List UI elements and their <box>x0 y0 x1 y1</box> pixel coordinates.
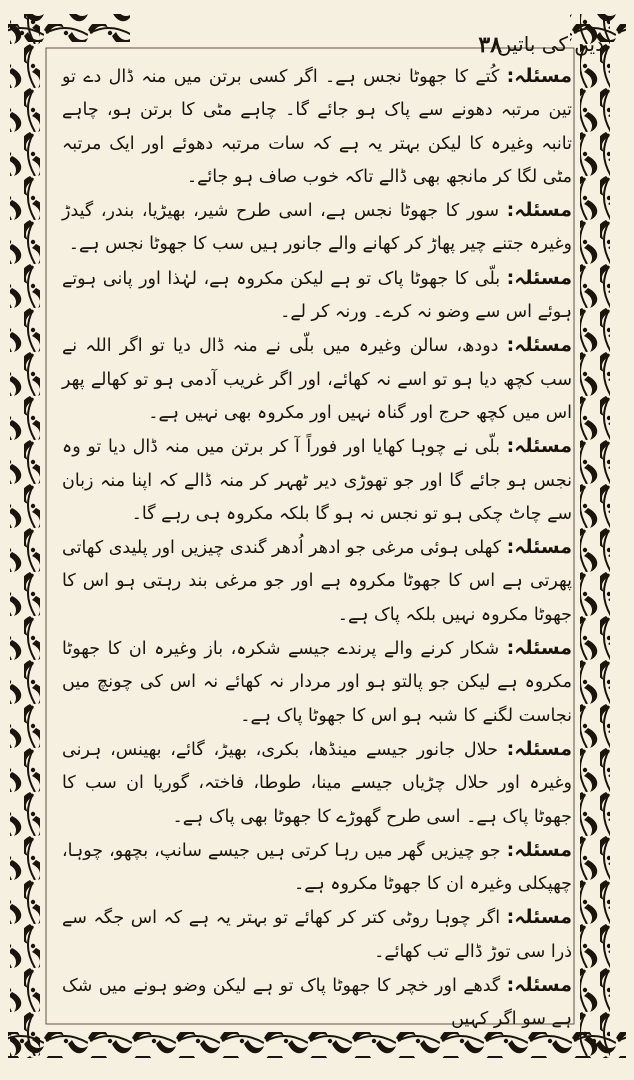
masala-paragraph <box>62 262 572 330</box>
running-title: دین کی باتیں <box>496 32 604 56</box>
masala-paragraph <box>62 632 572 733</box>
masala-label: مسئلہ: <box>506 906 572 929</box>
page-header <box>0 12 634 58</box>
masala-label: مسئلہ: <box>506 737 572 760</box>
masala-label: مسئلہ: <box>506 199 572 222</box>
masala-paragraph <box>62 901 572 969</box>
masala-label: مسئلہ: <box>506 838 572 861</box>
masala-text: جو چیزیں گھر میں رہا کرتی ہیں جیسے سانپ، بچھو، چوہا، چھپکلی وغیرہ ان کا جھوٹا مکروہ ہے۔ <box>62 840 572 895</box>
masala-text: بلّی نے چوہا کھایا اور فوراً آ کر برتن میں منہ ڈال دیا تو وہ نجس ہو جائے گا اور جو تھوڑی دیر ٹھہر کر منہ ڈالے کہ اپنا منہ زبان سے چاٹ چکی ہو تو نجس نہ ہو گا بلکہ مکروہ ہی رہے گا۔ <box>62 437 572 524</box>
masala-label: مسئلہ: <box>506 65 572 87</box>
masala-label: مسئلہ: <box>506 266 572 289</box>
masala-paragraph <box>62 194 572 262</box>
page-body <box>61 60 572 1030</box>
masala-paragraph <box>62 834 572 902</box>
masala-label: مسئلہ: <box>506 435 572 458</box>
masala-text: کھلی ہوئی مرغی جو ادھر اُدھر گندی چیزیں اور پلیدی کھاتی پھرتی ہے اس کا جھوٹا مکروہ ہے اور جو مرغی بند رہتی ہو اس کا جھوٹا مکروہ نہیں بلکہ پاک ہے۔ <box>61 538 572 625</box>
masala-label: مسئلہ: <box>506 536 572 559</box>
masala-text: حلال جانور جیسے مینڈھا، بکری، بھیڑ، گائے، بھینس، ہرنی وغیرہ اور حلال چڑیاں جیسے مینا، طوطا، فاختہ، گوریا ان سب کا جھوٹا پاک ہے۔ اسی طرح گھوڑے کا جھوٹا بھی پاک ہے۔ <box>62 739 572 827</box>
masala-paragraph <box>62 733 572 834</box>
masala-text: دودھ، سالن وغیرہ میں بلّی نے منہ ڈال دیا تو اگر اللہ نے سب کچھ دیا ہو تو اسے نہ کھائے، اور اگر غریب آدمی ہو تو کھالے پھر اس میں کچھ حرج اور گناہ نہیں اور مکروہ بھی نہیں ہے۔ <box>62 336 572 423</box>
masala-text: اگر چوہا روٹی کتر کر کھائے تو بہتر یہ ہے کہ اس جگہ سے ذرا سی توڑ ڈالے تب کھائے۔ <box>62 908 572 962</box>
masala-label: مسئلہ: <box>506 974 572 997</box>
masala-text: سور کا جھوٹا نجس ہے، اسی طرح شیر، بھیڑیا، بندر، گیدڑ وغیرہ جتنے چیر پھاڑ کر کھانے والے جانور ہیں سب کا جھوٹا نجس ہے۔ <box>62 201 572 255</box>
masala-label: مسئلہ: <box>506 637 572 660</box>
masala-paragraph <box>62 60 572 194</box>
masala-paragraph <box>62 430 572 531</box>
masala-paragraph <box>62 531 572 632</box>
masala-text: بلّی کا جھوٹا پاک تو ہے لیکن مکروہ ہے، لہٰذا اور پانی ہوتے ہوئے اس سے وضو نہ کرے۔ ورنہ کر لے۔ <box>62 268 572 323</box>
masala-label: مسئلہ: <box>506 334 572 357</box>
masala-paragraph <box>62 329 572 430</box>
masala-text: شکار کرنے والے پرندے جیسے شکرہ، باز وغیرہ ان کا جھوٹا مکروہ ہے لیکن جو پالتو ہو اور مردار نہ کھائے نہ اس کی چونچ میں نجاست لگنے کا شبہ ہو اس کا جھوٹا پاک ہے۔ <box>62 639 572 726</box>
masala-text: گدھے اور خچر کا جھوٹا پاک تو ہے لیکن وضو ہونے میں شک ہے سو اگر کہیں <box>62 976 572 1030</box>
masala-paragraph <box>62 969 572 1037</box>
masala-text: کُتے کا جھوٹا نجس ہے۔ اگر کسی برتن میں منہ ڈال دے تو تین مرتبہ دھونے سے پاک ہو جائے گا۔ چاہے مٹی کا برتن ہو، چاہے تانبہ وغیرہ کا لیکن بہتر یہ ہے کہ سات مرتبہ دھوئے اور ایک مرتبہ مٹی لگا کر مانجھ بھی ڈالے تاکہ خوب صاف ہو جائے۔ <box>62 67 572 187</box>
page-number: ۳۸ <box>478 32 502 58</box>
